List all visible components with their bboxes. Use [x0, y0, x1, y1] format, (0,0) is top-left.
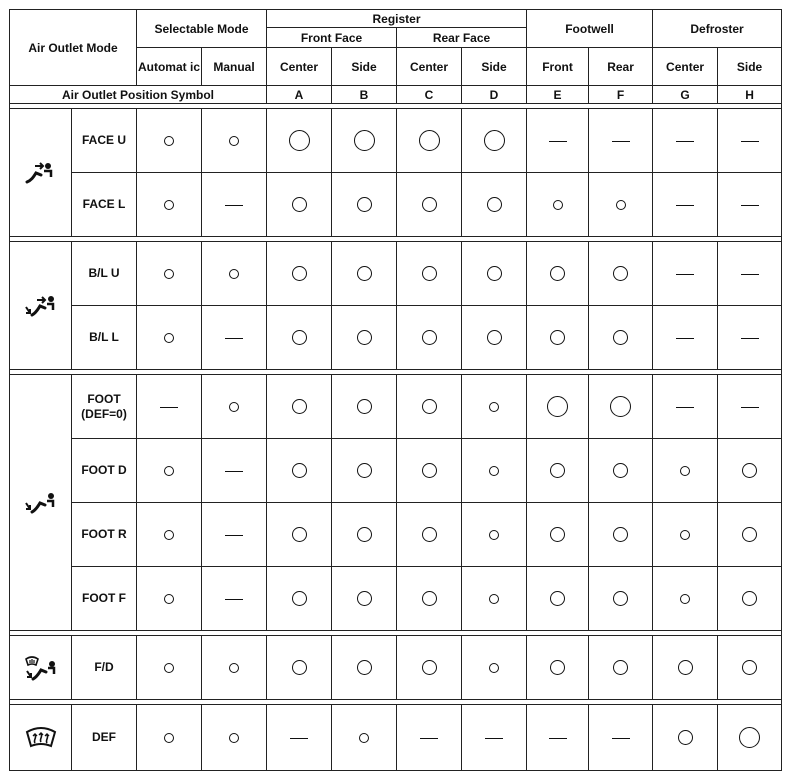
- cell-defroster-side: [718, 173, 782, 237]
- position-letter-d: D: [462, 86, 527, 104]
- cell-automatic: [137, 306, 202, 370]
- cell-manual: [202, 173, 267, 237]
- header-front-face-side: Side: [332, 48, 397, 86]
- medium-circle-mark: [292, 527, 307, 542]
- small-circle-mark: [164, 269, 174, 279]
- medium-circle-mark: [357, 197, 372, 212]
- medium-circle-mark: [292, 330, 307, 345]
- cell-front-face-side: [332, 109, 397, 173]
- air-outlet-table: [9, 9, 782, 771]
- table-row: [10, 567, 782, 631]
- medium-circle-mark: [613, 591, 628, 606]
- dash-mark: [225, 599, 243, 600]
- cell-rear-face-center: [397, 439, 462, 503]
- header-position-symbol: Air Outlet Position Symbol: [10, 86, 267, 104]
- cell-automatic: [137, 503, 202, 567]
- dash-mark: [676, 274, 694, 275]
- cell-defroster-center: [653, 375, 718, 439]
- mode-label: FACE U: [81, 133, 126, 147]
- cell-front-face-side: [332, 567, 397, 631]
- cell-manual: [202, 375, 267, 439]
- position-letter-f: F: [589, 86, 653, 104]
- medium-circle-mark: [550, 527, 565, 542]
- large-circle-mark: [289, 130, 310, 151]
- dash-mark: [225, 535, 243, 536]
- foot-defrost-mode-icon: [10, 654, 71, 682]
- cell-manual: [202, 567, 267, 631]
- position-letter-g: G: [653, 86, 718, 104]
- table-row: [10, 375, 782, 439]
- cell-rear-face-side: [462, 567, 527, 631]
- dash-mark: [676, 338, 694, 339]
- medium-circle-mark: [742, 591, 757, 606]
- cell-front-face-side: [332, 503, 397, 567]
- medium-circle-mark: [613, 330, 628, 345]
- cell-footwell-front: [527, 439, 589, 503]
- small-circle-mark: [489, 466, 499, 476]
- cell-front-face-center: [267, 503, 332, 567]
- mode-label: FOOT R: [81, 527, 127, 541]
- medium-circle-mark: [292, 591, 307, 606]
- cell-automatic: [137, 705, 202, 771]
- bilevel-mode-icon: [10, 293, 71, 319]
- cell-footwell-front: [527, 567, 589, 631]
- cell-rear-face-side: [462, 439, 527, 503]
- cell-defroster-center: [653, 636, 718, 700]
- cell-defroster-center: [653, 567, 718, 631]
- medium-circle-mark: [292, 197, 307, 212]
- small-circle-mark: [489, 402, 499, 412]
- cell-automatic: [137, 109, 202, 173]
- medium-circle-mark: [550, 266, 565, 281]
- medium-circle-mark: [292, 660, 307, 675]
- cell-defroster-side: [718, 439, 782, 503]
- medium-circle-mark: [357, 399, 372, 414]
- small-circle-mark: [489, 663, 499, 673]
- small-circle-mark: [164, 530, 174, 540]
- medium-circle-mark: [292, 266, 307, 281]
- cell-front-face-side: [332, 636, 397, 700]
- cell-front-face-center: [267, 705, 332, 771]
- medium-circle-mark: [422, 463, 437, 478]
- cell-defroster-center: [653, 109, 718, 173]
- cell-defroster-side: [718, 306, 782, 370]
- medium-circle-mark: [357, 463, 372, 478]
- header-footwell-rear: Rear: [589, 48, 653, 86]
- position-letter-h: H: [718, 86, 782, 104]
- header-defroster-center: Center: [653, 48, 718, 86]
- dash-mark: [676, 407, 694, 408]
- medium-circle-mark: [357, 591, 372, 606]
- mode-label-cell: [72, 306, 137, 370]
- dash-mark: [485, 738, 503, 739]
- cell-front-face-side: [332, 375, 397, 439]
- small-circle-mark: [164, 333, 174, 343]
- mode-label: FOOT D: [81, 463, 127, 477]
- small-circle-mark: [229, 269, 239, 279]
- header-front-face-center: Center: [267, 48, 332, 86]
- small-circle-mark: [489, 594, 499, 604]
- cell-footwell-front: [527, 636, 589, 700]
- small-circle-mark: [164, 663, 174, 673]
- medium-circle-mark: [613, 527, 628, 542]
- cell-automatic: [137, 636, 202, 700]
- cell-automatic: [137, 242, 202, 306]
- mode-label: B/L L: [89, 330, 119, 344]
- mode-label-cell: [72, 173, 137, 237]
- table-row: [10, 173, 782, 237]
- cell-manual: [202, 705, 267, 771]
- cell-front-face-center: [267, 636, 332, 700]
- small-circle-mark: [489, 530, 499, 540]
- cell-front-face-center: [267, 567, 332, 631]
- large-circle-mark: [610, 396, 631, 417]
- cell-front-face-center: [267, 109, 332, 173]
- cell-rear-face-side: [462, 173, 527, 237]
- cell-footwell-rear: [589, 503, 653, 567]
- small-circle-mark: [164, 733, 174, 743]
- dash-mark: [225, 205, 243, 206]
- cell-footwell-front: [527, 242, 589, 306]
- medium-circle-mark: [550, 330, 565, 345]
- dash-mark: [741, 274, 759, 275]
- medium-circle-mark: [422, 399, 437, 414]
- cell-footwell-rear: [589, 439, 653, 503]
- cell-footwell-rear: [589, 375, 653, 439]
- mode-label: FOOT F: [82, 591, 126, 605]
- medium-circle-mark: [357, 266, 372, 281]
- defrost-mode-icon: [10, 726, 71, 750]
- dash-mark: [676, 141, 694, 142]
- dash-mark: [741, 205, 759, 206]
- cell-footwell-front: [527, 705, 589, 771]
- cell-automatic: [137, 375, 202, 439]
- cell-rear-face-center: [397, 375, 462, 439]
- cell-footwell-rear: [589, 173, 653, 237]
- large-circle-mark: [547, 396, 568, 417]
- cell-footwell-rear: [589, 242, 653, 306]
- medium-circle-mark: [550, 660, 565, 675]
- medium-circle-mark: [678, 730, 693, 745]
- cell-rear-face-side: [462, 109, 527, 173]
- medium-circle-mark: [487, 330, 502, 345]
- large-circle-mark: [354, 130, 375, 151]
- header-manual: Manual: [202, 48, 267, 86]
- cell-rear-face-side: [462, 375, 527, 439]
- cell-defroster-center: [653, 439, 718, 503]
- mode-label-cell: [72, 567, 137, 631]
- mode-group-icon-cell: [10, 375, 72, 631]
- cell-rear-face-center: [397, 242, 462, 306]
- medium-circle-mark: [292, 463, 307, 478]
- cell-footwell-front: [527, 503, 589, 567]
- cell-manual: [202, 503, 267, 567]
- medium-circle-mark: [550, 591, 565, 606]
- cell-front-face-center: [267, 439, 332, 503]
- cell-defroster-side: [718, 636, 782, 700]
- medium-circle-mark: [613, 463, 628, 478]
- cell-rear-face-side: [462, 636, 527, 700]
- header-rear-face-center: Center: [397, 48, 462, 86]
- cell-defroster-center: [653, 242, 718, 306]
- small-circle-mark: [229, 663, 239, 673]
- cell-rear-face-side: [462, 306, 527, 370]
- mode-label-cell: [72, 242, 137, 306]
- table-body: [10, 10, 782, 771]
- cell-defroster-side: [718, 567, 782, 631]
- dash-mark: [225, 471, 243, 472]
- cell-automatic: [137, 173, 202, 237]
- cell-rear-face-center: [397, 306, 462, 370]
- small-circle-mark: [164, 136, 174, 146]
- table-row: [10, 636, 782, 700]
- header-footwell-front: Front: [527, 48, 589, 86]
- dash-mark: [612, 141, 630, 142]
- mode-label-cell: [72, 705, 137, 771]
- mode-label: DEF: [92, 730, 116, 744]
- cell-defroster-side: [718, 705, 782, 771]
- cell-footwell-front: [527, 306, 589, 370]
- medium-circle-mark: [487, 197, 502, 212]
- medium-circle-mark: [742, 660, 757, 675]
- mode-group-icon-cell: [10, 705, 72, 771]
- medium-circle-mark: [357, 660, 372, 675]
- header-footwell: Footwell: [527, 10, 653, 48]
- dash-mark: [225, 338, 243, 339]
- cell-footwell-front: [527, 375, 589, 439]
- small-circle-mark: [680, 594, 690, 604]
- dash-mark: [160, 407, 178, 408]
- cell-footwell-rear: [589, 705, 653, 771]
- mode-group-icon-cell: [10, 242, 72, 370]
- small-circle-mark: [229, 136, 239, 146]
- medium-circle-mark: [292, 399, 307, 414]
- cell-manual: [202, 306, 267, 370]
- cell-defroster-side: [718, 503, 782, 567]
- cell-front-face-side: [332, 173, 397, 237]
- cell-manual: [202, 439, 267, 503]
- medium-circle-mark: [613, 266, 628, 281]
- header-rear-face-side: Side: [462, 48, 527, 86]
- cell-defroster-side: [718, 109, 782, 173]
- medium-circle-mark: [422, 527, 437, 542]
- header-register: Register: [267, 10, 527, 28]
- mode-label-cell: [72, 439, 137, 503]
- cell-footwell-rear: [589, 109, 653, 173]
- header-front-face: Front Face: [267, 28, 397, 48]
- mode-label-cell: [72, 503, 137, 567]
- table-row: [10, 109, 782, 173]
- small-circle-mark: [680, 530, 690, 540]
- medium-circle-mark: [422, 266, 437, 281]
- medium-circle-mark: [487, 266, 502, 281]
- mode-group-icon-cell: [10, 109, 72, 237]
- medium-circle-mark: [357, 330, 372, 345]
- position-letter-e: E: [527, 86, 589, 104]
- table-row: [10, 242, 782, 306]
- foot-mode-icon: [10, 490, 71, 516]
- header-defroster-side: Side: [718, 48, 782, 86]
- medium-circle-mark: [613, 660, 628, 675]
- cell-front-face-center: [267, 306, 332, 370]
- position-letter-a: A: [267, 86, 332, 104]
- large-circle-mark: [484, 130, 505, 151]
- dash-mark: [741, 407, 759, 408]
- cell-automatic: [137, 567, 202, 631]
- mode-label-cell: [72, 109, 137, 173]
- dash-mark: [741, 338, 759, 339]
- cell-defroster-side: [718, 242, 782, 306]
- header-defroster: Defroster: [653, 10, 782, 48]
- cell-front-face-side: [332, 705, 397, 771]
- cell-defroster-center: [653, 503, 718, 567]
- table-row: [10, 705, 782, 771]
- cell-front-face-center: [267, 173, 332, 237]
- cell-defroster-center: [653, 705, 718, 771]
- mode-label: FOOT: [87, 391, 121, 406]
- table-row: [10, 439, 782, 503]
- medium-circle-mark: [422, 591, 437, 606]
- small-circle-mark: [229, 402, 239, 412]
- cell-rear-face-side: [462, 242, 527, 306]
- cell-rear-face-side: [462, 503, 527, 567]
- mode-label: FACE L: [82, 197, 126, 211]
- dash-mark: [549, 738, 567, 739]
- small-circle-mark: [553, 200, 563, 210]
- medium-circle-mark: [422, 660, 437, 675]
- cell-front-face-center: [267, 375, 332, 439]
- dash-mark: [741, 141, 759, 142]
- position-letter-b: B: [332, 86, 397, 104]
- medium-circle-mark: [422, 197, 437, 212]
- mode-label-cell: [72, 375, 137, 439]
- medium-circle-mark: [742, 463, 757, 478]
- small-circle-mark: [616, 200, 626, 210]
- mode-label-cell: [72, 636, 137, 700]
- cell-footwell-rear: [589, 567, 653, 631]
- small-circle-mark: [164, 466, 174, 476]
- medium-circle-mark: [422, 330, 437, 345]
- mode-label: B/L U: [88, 266, 120, 280]
- header-air-outlet-mode: Air Outlet Mode: [10, 10, 137, 86]
- cell-footwell-rear: [589, 306, 653, 370]
- dash-mark: [676, 205, 694, 206]
- small-circle-mark: [229, 733, 239, 743]
- cell-front-face-side: [332, 242, 397, 306]
- small-circle-mark: [680, 466, 690, 476]
- cell-footwell-front: [527, 109, 589, 173]
- dash-mark: [420, 738, 438, 739]
- small-circle-mark: [164, 594, 174, 604]
- medium-circle-mark: [678, 660, 693, 675]
- cell-manual: [202, 242, 267, 306]
- large-circle-mark: [739, 727, 760, 748]
- cell-rear-face-center: [397, 503, 462, 567]
- position-letter-c: C: [397, 86, 462, 104]
- header-rear-face: Rear Face: [397, 28, 527, 48]
- cell-rear-face-center: [397, 705, 462, 771]
- header-selectable-mode: Selectable Mode: [137, 10, 267, 48]
- table-row: [10, 503, 782, 567]
- cell-rear-face-center: [397, 636, 462, 700]
- cell-rear-face-center: [397, 567, 462, 631]
- cell-footwell-front: [527, 173, 589, 237]
- large-circle-mark: [419, 130, 440, 151]
- cell-rear-face-center: [397, 173, 462, 237]
- medium-circle-mark: [357, 527, 372, 542]
- mode-label: F/D: [94, 660, 114, 674]
- cell-manual: [202, 109, 267, 173]
- medium-circle-mark: [742, 527, 757, 542]
- medium-circle-mark: [550, 463, 565, 478]
- cell-front-face-side: [332, 306, 397, 370]
- dash-mark: [612, 738, 630, 739]
- face-mode-icon: [10, 160, 71, 186]
- mode-group-icon-cell: [10, 636, 72, 700]
- cell-manual: [202, 636, 267, 700]
- header-automatic: Automat ic: [137, 48, 202, 86]
- cell-defroster-side: [718, 375, 782, 439]
- small-circle-mark: [359, 733, 369, 743]
- cell-front-face-side: [332, 439, 397, 503]
- table-row: [10, 306, 782, 370]
- dash-mark: [290, 738, 308, 739]
- cell-footwell-rear: [589, 636, 653, 700]
- cell-defroster-center: [653, 306, 718, 370]
- dash-mark: [549, 141, 567, 142]
- mode-label: (DEF=0): [81, 406, 127, 421]
- cell-rear-face-side: [462, 705, 527, 771]
- cell-automatic: [137, 439, 202, 503]
- cell-front-face-center: [267, 242, 332, 306]
- cell-rear-face-center: [397, 109, 462, 173]
- cell-defroster-center: [653, 173, 718, 237]
- small-circle-mark: [164, 200, 174, 210]
